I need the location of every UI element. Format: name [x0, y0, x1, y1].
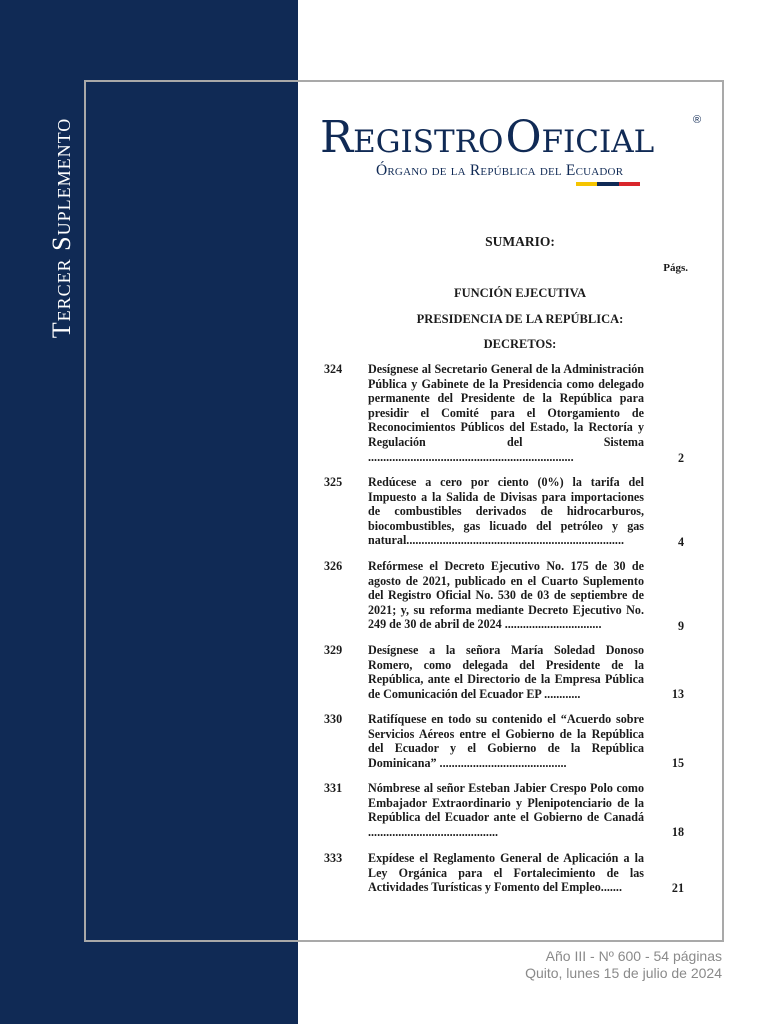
- decree-entry-329[interactable]: [320, 643, 690, 703]
- brand-subtitle: Órgano de la República del Ecuador: [376, 162, 624, 179]
- brand-part-2: Oficial: [505, 112, 655, 163]
- decree-text: Redúcese a cero por ciento (0%) la tarifa del Impuesto a la Salida de Divisas para importaciones de combustibles derivados de hidrocarburos, biocombustibles, gas licuado del petróleo y gas natural........................................................................: [368, 475, 644, 548]
- decree-text: Ratifíquese en todo su contenido el “Acuerdo sobre Servicios Aéreos entre el Gobierno de la República del Ecuador y el Gobierno de la República Dominicana” ..........................................: [368, 712, 644, 770]
- decree-number: 326: [324, 559, 343, 573]
- summary-title: SUMARIO:: [485, 234, 555, 249]
- decree-number: 331: [324, 781, 343, 795]
- decree-entry-331[interactable]: [320, 781, 690, 841]
- decree-entry-330[interactable]: [320, 712, 690, 772]
- decree-page: 2: [677, 451, 684, 465]
- decree-page: 18: [671, 825, 684, 839]
- decree-entry-333[interactable]: [320, 851, 690, 897]
- issue-info: Año III - Nº 600 - 54 páginas: [545, 948, 722, 964]
- brand-part-1: Registro: [320, 112, 504, 163]
- decree-entry-325[interactable]: [320, 475, 690, 550]
- registered-mark: ®: [693, 114, 702, 126]
- category-heading: DECRETOS:: [483, 337, 557, 351]
- brand-logo-text: [320, 112, 654, 164]
- flag-stripe: [576, 182, 640, 186]
- decree-page: 4: [677, 535, 684, 549]
- pages-label: Págs.: [663, 262, 688, 274]
- decree-text: Desígnese al Secretario General de la Administración Pública y Gabinete de la Presidencia como delegado permanente del Presidente de la República para presidir el Comité para el Otorgamiento de Reconocimientos Públicos del Estado, la Rectoría y Regulación del Sistema ....................................................................: [368, 362, 644, 464]
- decree-page: 15: [671, 756, 684, 770]
- decree-entry-324[interactable]: [320, 362, 690, 466]
- decree-entry-326[interactable]: [320, 559, 690, 634]
- flag-yellow: [576, 182, 597, 186]
- decree-number: 333: [324, 851, 343, 865]
- decree-number: 329: [324, 643, 343, 657]
- decree-page: 13: [671, 687, 684, 701]
- decree-page: 9: [677, 619, 684, 633]
- supplement-label: Tercer Suplemento: [47, 117, 76, 339]
- masthead: [320, 112, 712, 192]
- decree-number: 325: [324, 475, 343, 489]
- flag-red: [619, 182, 640, 186]
- decree-number: 324: [324, 362, 343, 376]
- decree-text: Refórmese el Decreto Ejecutivo No. 175 de 30 de agosto de 2021, publicado en el Cuarto Suplemento del Registro Oficial No. 530 de 03 de septiembre de 2021; y, su reforma mediante Decreto Ejecutivo No. 249 de 30 de abril de 2024 ................................: [368, 559, 644, 632]
- decree-text: Expídese el Reglamento General de Aplicación a la Ley Orgánica para el Fortalecimiento de las Actividades Turísticas y Fomento del Empleo.......: [368, 851, 644, 895]
- decree-page: 21: [671, 881, 684, 895]
- decree-number: 330: [324, 712, 343, 726]
- section-heading: FUNCIÓN EJECUTIVA: [453, 286, 587, 300]
- publication-date: Quito, lunes 15 de julio de 2024: [525, 965, 722, 981]
- decree-text: Desígnese a la señora María Soledad Donoso Romero, como delegada del Presidente de la República, ante el Directorio de la Empresa Pública de Comunicación del Ecuador EP ............: [368, 643, 644, 701]
- flag-blue: [597, 182, 618, 186]
- subsection-heading: PRESIDENCIA DE LA REPÚBLICA:: [416, 312, 624, 326]
- decree-text: Nómbrese al señor Esteban Jabier Crespo Polo como Embajador Extraordinario y Plenipotenciario de la República del Ecuador ante el Gobierno de Canadá ...........................................: [368, 781, 644, 839]
